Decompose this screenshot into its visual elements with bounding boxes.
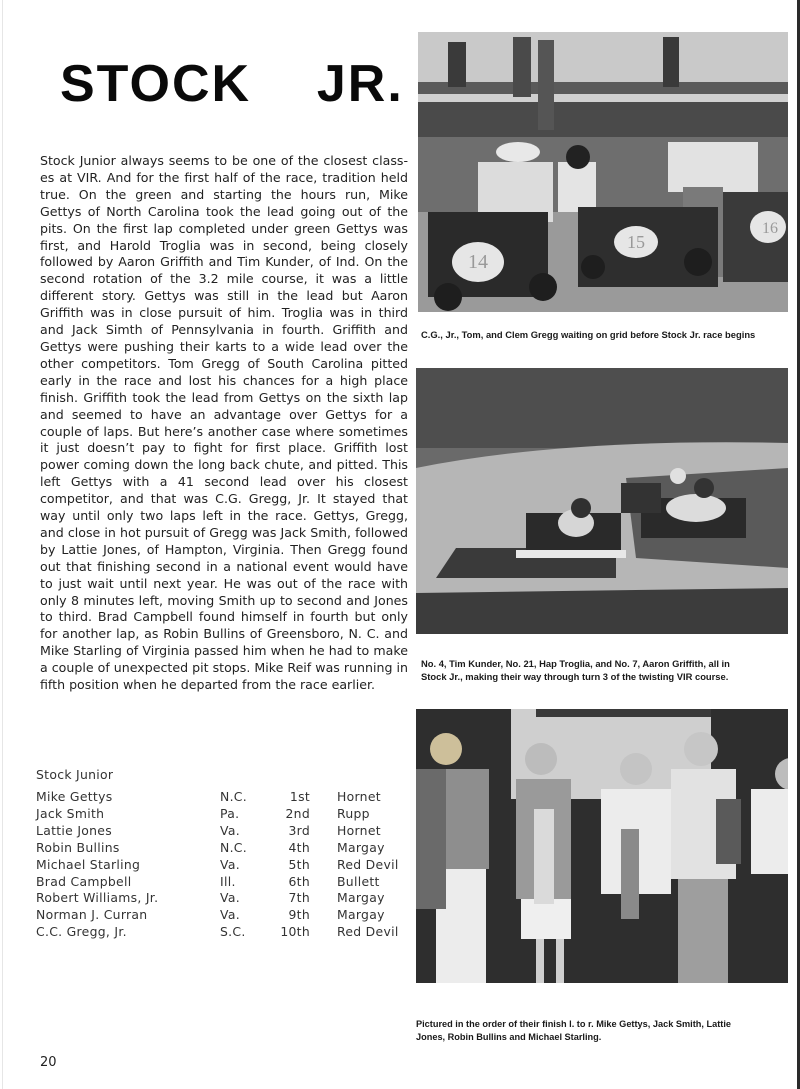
- table-row: [36, 823, 399, 840]
- table-row: [36, 890, 399, 907]
- caption-grid-photo: C.G., Jr., Tom, and Clem Gregg waiting on grid before Stock Jr. race begins: [421, 329, 756, 340]
- kart-make: Margay: [337, 890, 385, 906]
- driver-state: N.C.: [220, 839, 247, 855]
- finish-place: 10th: [280, 924, 310, 940]
- driver-state: Va.: [220, 856, 240, 872]
- driver-name: Jack Smith: [36, 805, 105, 821]
- finish-place: 9th: [288, 907, 310, 923]
- driver-name: Mike Gettys: [36, 789, 113, 804]
- finish-place: 5th: [288, 856, 310, 872]
- kart-number-16: 16: [762, 220, 778, 237]
- driver-state: Va.: [220, 890, 240, 906]
- article-body: [40, 153, 408, 694]
- table-row: [36, 806, 399, 823]
- driver-state: S.C.: [220, 924, 246, 940]
- caption-turn-photo-line-1: No. 4, Tim Kunder, No. 21, Hap Troglia, and No. 7, Aaron Griffith, all in: [421, 658, 730, 669]
- table-row: [36, 789, 399, 806]
- table-row: [36, 924, 399, 941]
- driver-state: N.C.: [220, 789, 247, 804]
- kart-number-15: 15: [627, 232, 645, 252]
- driver-name: Norman J. Curran: [36, 907, 148, 923]
- driver-name: Robin Bullins: [36, 839, 120, 855]
- page-title: STOCK JR.: [60, 55, 404, 113]
- table-row: [36, 857, 399, 874]
- page-left-edge: [2, 0, 3, 1089]
- caption-turn-photo-line-2: Stock Jr., making their way through turn 3 of the twisting VIR course.: [421, 671, 729, 682]
- kart-make: Hornet: [337, 789, 381, 804]
- table-row: [36, 874, 399, 891]
- kart-make: Red Devil: [337, 856, 399, 872]
- kart-make: Rupp: [337, 805, 370, 821]
- photo-trophy-winners: [416, 709, 788, 983]
- kart-number-14: 14: [468, 251, 488, 273]
- driver-name: C.C. Gregg, Jr.: [36, 924, 127, 940]
- photo-karts-in-turn: [416, 368, 788, 634]
- page-number: 20: [40, 1055, 57, 1070]
- finish-place: 2nd: [285, 805, 310, 821]
- kart-make: Hornet: [337, 822, 381, 838]
- article-paragraph: Stock Junior always seems to be one of the closest classes at VIR. And for the first half of the race, tradition held true. On the green and starting the hours run, Mike Gettys of North Carolina took the lead going out of the pits. On the first lap completed under green Gettys was first, and Harold Troglia was in second, being closely followed by Aaron Griffith and Tim Kunder, of Ind. On the second rotation of the 3.2 mile course, it was a little different story. Gettys was still in the lead but Aaron Griffith was in close pursuit of him. Troglia was in third and Jack Simth of Pennsylvania in fourth. Griffith and Gettys were pushing their karts to a wide lead over the other competitors. Tom Gregg of South Carolina pitted early in the race and lost his chances for a high place finish. Griffith took the lead from Gettys on the sixth lap and seemed to have an advantage over Gettys for a couple of laps. But here’s another case where sometimes it just doesn’t pay to fight for first place. Griffith lost power coming down the long back chute, and pitted. This left Gettys with a 41 second lead over his closest competitor, and that was C.G. Gregg, Jr. It stayed that way until only two laps left in the race. Gettys, Gregg, and close in hot pursuit of Gregg was Jack Smith, followed by Lattie Jones, of Hampton, Virginia. Then Gregg found out that finishing second in a national event would have to just wait until next year. He was out of the race with only 8 minutes left, moving Smith up to second and Jones to third. Brad Campbell found himself in fourth but only for another lap, as Robin Bullins of Greensboro, N. C. and Mike Starling of Virginia passed him when he had to make a couple of unexpected pit stops. Mike Reif was running in fifth position when he departed from the race earlier.: [40, 153, 408, 693]
- photo-karts-on-grid: [418, 32, 788, 312]
- results-table: [36, 767, 406, 941]
- kart-make: Red Devil: [337, 924, 399, 940]
- winners-photo-illustration: [416, 709, 788, 983]
- kart-make: Margay: [337, 907, 385, 923]
- driver-state: Va.: [220, 907, 240, 923]
- driver-name: Robert Williams, Jr.: [36, 890, 159, 906]
- driver-name: Michael Starling: [36, 856, 141, 872]
- kart-make: Margay: [337, 839, 385, 855]
- table-row: [36, 840, 399, 857]
- driver-state: Pa.: [220, 805, 240, 821]
- kart-make: Bullett: [337, 873, 380, 889]
- finish-place: 7th: [288, 890, 310, 906]
- finish-place: 6th: [288, 873, 310, 889]
- caption-winners-photo-line-1: Pictured in the order of their finish l. to r. Mike Gettys, Jack Smith, Lattie: [416, 1019, 731, 1029]
- results-list: [36, 789, 399, 941]
- turn-photo-illustration: [416, 368, 788, 634]
- finish-place: 3rd: [288, 822, 310, 838]
- table-row: [36, 907, 399, 924]
- driver-state: Va.: [220, 822, 240, 838]
- driver-name: Brad Campbell: [36, 873, 132, 889]
- finish-place: 1st: [289, 789, 310, 804]
- finish-place: 4th: [288, 839, 310, 855]
- caption-winners-photo-line-2: Jones, Robin Bullins and Michael Starling.: [416, 1032, 602, 1042]
- results-heading: Stock Junior: [36, 767, 114, 782]
- driver-name: Lattie Jones: [36, 822, 112, 838]
- driver-state: Ill.: [220, 873, 236, 889]
- grid-photo-illustration: [418, 32, 788, 312]
